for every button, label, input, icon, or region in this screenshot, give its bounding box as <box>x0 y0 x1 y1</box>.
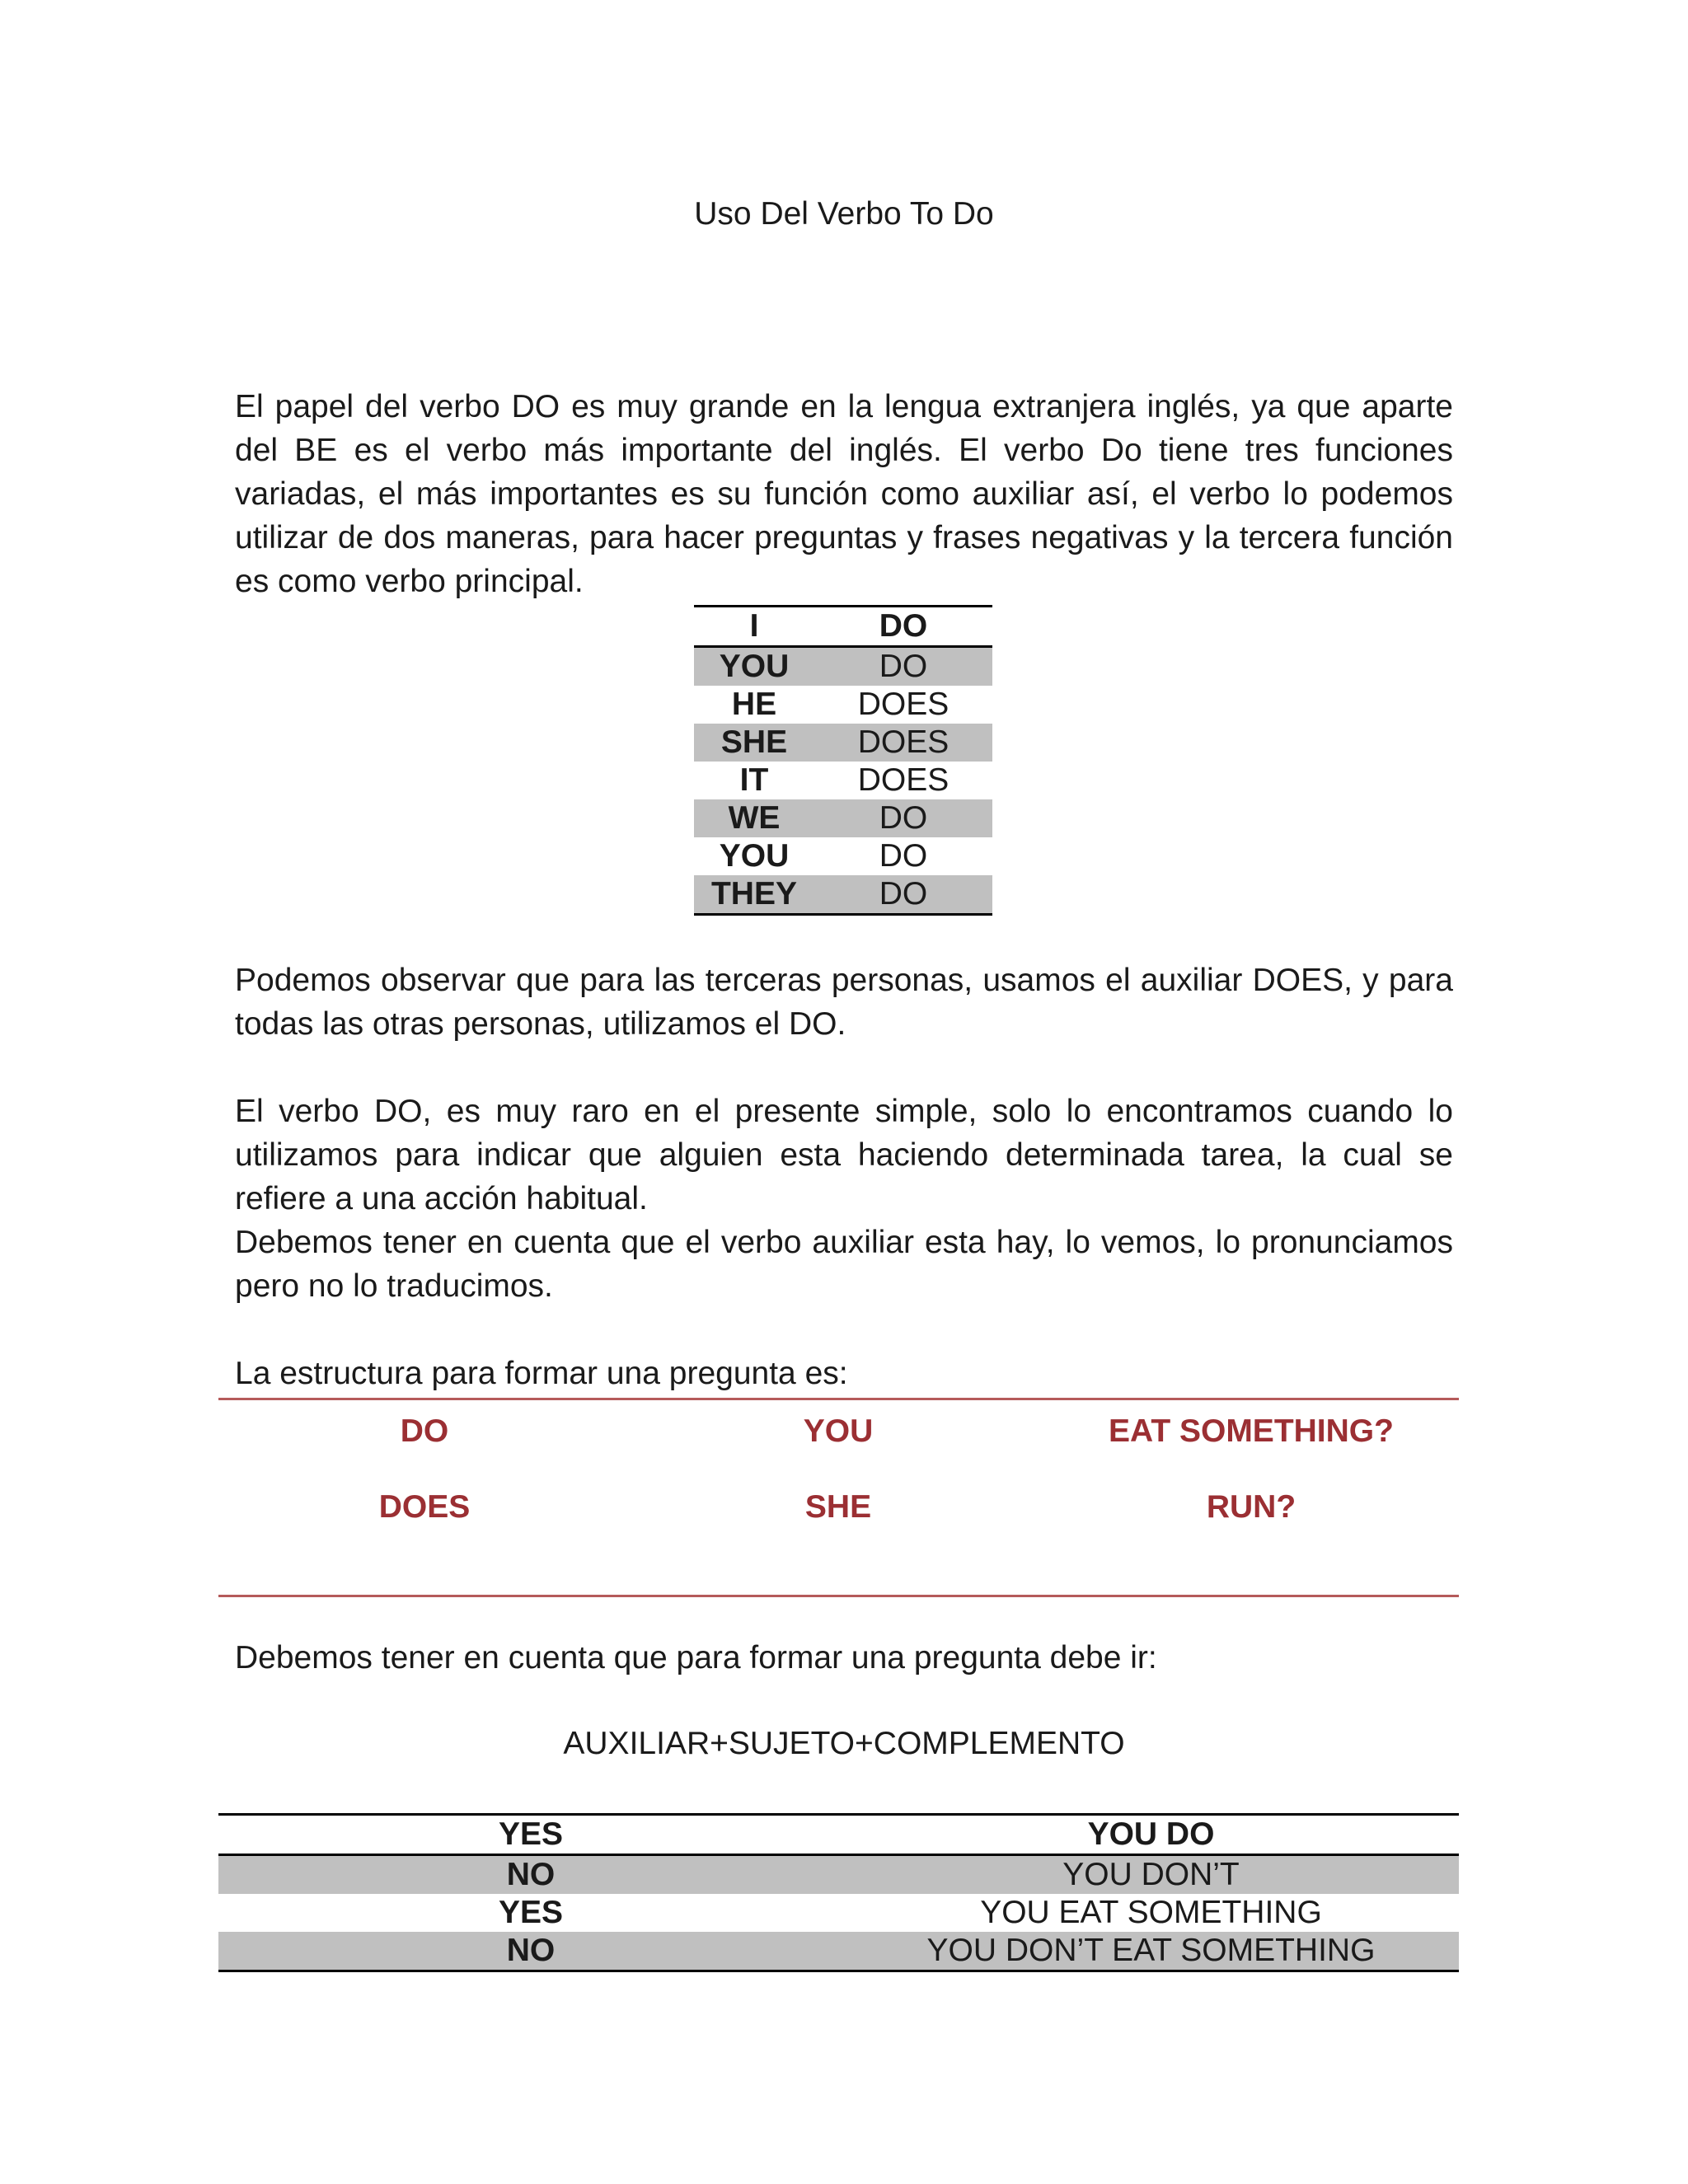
table-row <box>694 837 992 875</box>
table-row <box>694 762 992 799</box>
formula: AUXILIAR+SUJETO+COMPLEMENTO <box>563 1726 1125 1761</box>
answer-text-cell: YOU DON’T EAT SOMETHING <box>843 1932 1459 1971</box>
question-structure-block <box>218 1398 1459 1597</box>
table-row <box>218 1932 1459 1971</box>
conjugation-table <box>694 605 992 916</box>
question-intro: La estructura para formar una pregunta es: <box>235 1356 848 1391</box>
table-row <box>218 1855 1459 1895</box>
intro-paragraph: El papel del verbo DO es muy grande en la lengua extranjera inglés, ya que aparte del BE es el verbo más importante del inglés. El verbo Do tiene tres funciones variadas, el más importantes es su función como auxiliar así, el verbo lo podemos utilizar de dos maneras, para hacer preguntas y frases negativas y la tercera función es como verbo principal. <box>235 389 1453 599</box>
complement-cell: RUN? <box>1206 1489 1296 1525</box>
auxiliary-note-paragraph: Debemos tener en cuenta que el verbo auxiliar esta hay, lo vemos, lo pronunciamos pero no lo traducimos. <box>235 1225 1453 1304</box>
question-row <box>218 1408 1459 1455</box>
verb-cell: DOES <box>857 687 950 722</box>
table-row <box>694 686 992 724</box>
answer-type-cell: YES <box>218 1815 843 1855</box>
answer-text-cell: YOU EAT SOMETHING <box>980 1895 1322 1930</box>
subject-cell: HE <box>731 687 777 722</box>
table-row <box>218 1815 1459 1855</box>
auxiliary-cell: DOES <box>378 1489 471 1525</box>
complement-cell: EAT SOMETHING? <box>1109 1413 1394 1449</box>
verb-cell: DO <box>814 875 992 915</box>
habitual-action-paragraph: El verbo DO, es muy raro en el presente simple, solo lo encontramos cuando lo utilizamos para indicar que alguien esta haciendo determinada tarea, la cual se refiere a una acción habitual. <box>235 1094 1453 1216</box>
subject-cell: WE <box>694 799 814 837</box>
observation-paragraph: Podemos observar que para las terceras personas, usamos el auxiliar DOES, y para todas las otras personas, utilizamos el DO. <box>235 963 1453 1042</box>
subject-cell: YOU <box>803 1413 874 1449</box>
answer-text-cell: YOU DO <box>843 1815 1459 1855</box>
answers-table <box>218 1813 1459 1972</box>
answer-type-cell: NO <box>218 1855 843 1895</box>
page-title: Uso Del Verbo To Do <box>694 196 994 232</box>
subject-cell: IT <box>739 762 769 798</box>
table-row <box>694 799 992 837</box>
table-row <box>694 647 992 687</box>
verb-cell: DOES <box>857 762 950 798</box>
question-note: Debemos tener en cuenta que para formar una pregunta debe ir: <box>235 1640 1157 1675</box>
subject-cell: YOU <box>694 647 814 687</box>
verb-cell: DO <box>814 799 992 837</box>
subject-cell: YOU <box>719 838 790 874</box>
table-row <box>218 1894 1459 1932</box>
table-row <box>694 875 992 915</box>
table-row <box>694 724 992 762</box>
subject-cell: I <box>694 607 814 647</box>
answer-type-cell: YES <box>498 1895 564 1930</box>
answer-text-cell: YOU DON’T <box>843 1855 1459 1895</box>
answer-type-cell: NO <box>218 1932 843 1971</box>
verb-cell: DO <box>814 647 992 687</box>
subject-cell: SHE <box>804 1489 872 1525</box>
verb-cell: DO <box>879 838 928 874</box>
subject-cell: THEY <box>694 875 814 915</box>
question-row <box>218 1484 1459 1530</box>
subject-cell: SHE <box>694 724 814 762</box>
table-row <box>694 607 992 647</box>
verb-cell: DOES <box>814 724 992 762</box>
auxiliary-cell: DO <box>400 1413 449 1449</box>
verb-cell: DO <box>814 607 992 647</box>
